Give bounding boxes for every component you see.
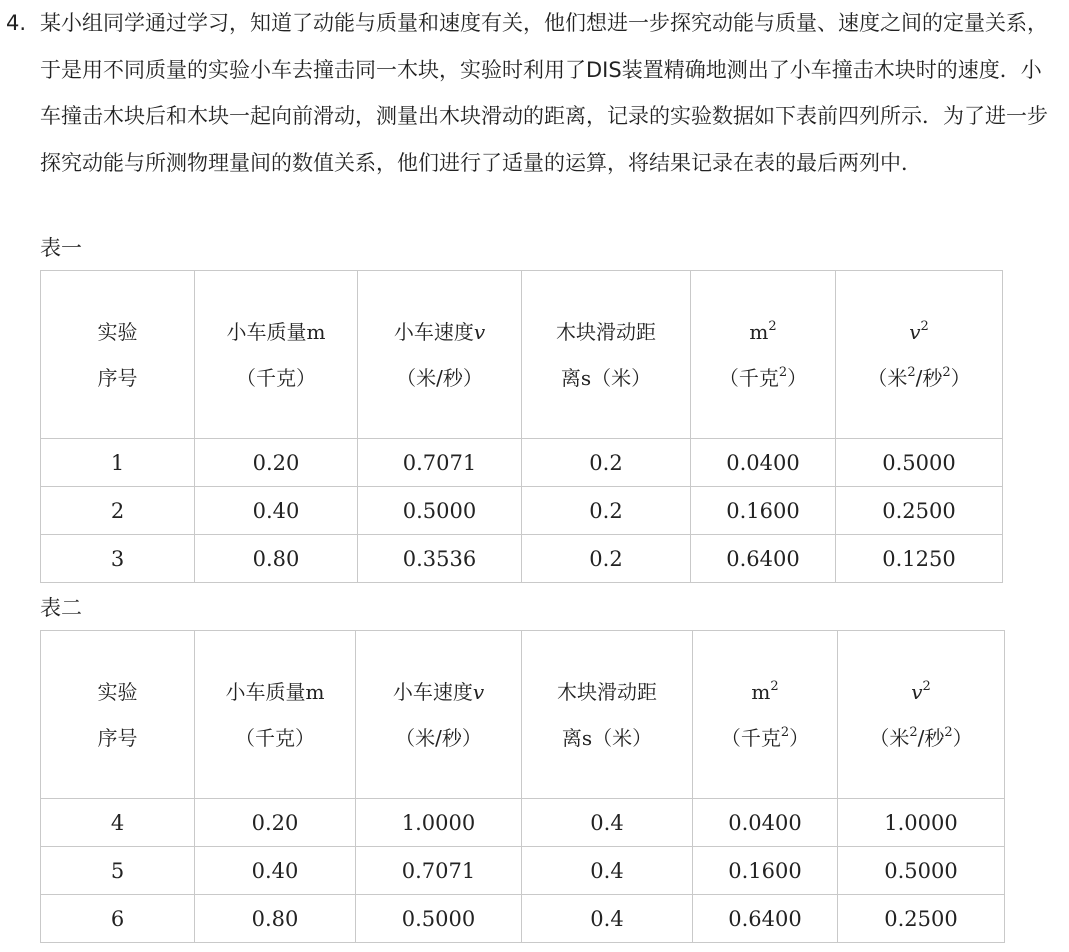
header-trial-number: 实验 序号 [41, 631, 195, 799]
cell-velocity-squared: 1.0000 [838, 799, 1005, 847]
table1-header-row [41, 271, 1003, 439]
header-cart-velocity: 小车速度v （米/秒） [358, 271, 522, 439]
table-row [41, 895, 1005, 943]
cell-mass-squared: 0.1600 [691, 487, 836, 535]
header-slide-distance: 木块滑动距 离s（米） [522, 271, 691, 439]
cell-mass-squared: 0.6400 [691, 535, 836, 583]
question-number: 4. [6, 11, 27, 35]
cell-velocity-squared: 0.2500 [838, 895, 1005, 943]
header-cart-velocity: 小车速度v （米/秒） [356, 631, 522, 799]
cell-mass-squared: 0.1600 [693, 847, 838, 895]
cell-velocity: 0.7071 [356, 847, 522, 895]
table2-caption: 表二 [40, 596, 82, 620]
cell-mass: 0.40 [195, 487, 358, 535]
data-table-2 [40, 630, 1005, 943]
table-row [41, 799, 1005, 847]
cell-distance: 0.4 [522, 895, 693, 943]
cell-distance: 0.2 [522, 487, 691, 535]
question [6, 0, 1056, 186]
table2-header-row [41, 631, 1005, 799]
header-cart-mass: 小车质量m （千克） [195, 271, 358, 439]
cell-distance: 0.4 [522, 847, 693, 895]
question-text: 某小组同学通过学习，知道了动能与质量和速度有关，他们想进一步探究动能与质量、速度之间的定量关系，于是用不同质量的实验小车去撞击同一木块，实验时利用了DIS装置精确地测出了小车撞击木块时的速度．小车撞击木块后和木块一起向前滑动，测量出木块滑动的距离，记录的实验数据如下表前四列所示．为了进一步探究动能与所测物理量间的数值关系，他们进行了适量的运算，将结果记录在表的最后两列中． [40, 11, 1048, 175]
cell-distance: 0.2 [522, 535, 691, 583]
cell-velocity: 0.7071 [358, 439, 522, 487]
cell-velocity-squared: 0.1250 [836, 535, 1003, 583]
header-slide-distance: 木块滑动距 离s（米） [522, 631, 693, 799]
cell-trial: 1 [41, 439, 195, 487]
cell-trial: 2 [41, 487, 195, 535]
cell-velocity-squared: 0.5000 [838, 847, 1005, 895]
cell-trial: 4 [41, 799, 195, 847]
cell-velocity-squared: 0.2500 [836, 487, 1003, 535]
cell-distance: 0.2 [522, 439, 691, 487]
header-velocity-squared: $v^2$ （米$^2$/秒$^2$） [838, 631, 1005, 799]
cell-velocity-squared: 0.5000 [836, 439, 1003, 487]
cell-mass: 0.80 [195, 535, 358, 583]
cell-velocity: 1.0000 [356, 799, 522, 847]
cell-trial: 6 [41, 895, 195, 943]
cell-trial: 3 [41, 535, 195, 583]
cell-trial: 5 [41, 847, 195, 895]
header-mass-squared: $m^2$ （千克$^2$） [693, 631, 838, 799]
cell-mass-squared: 0.6400 [693, 895, 838, 943]
cell-mass-squared: 0.0400 [693, 799, 838, 847]
cell-velocity: 0.5000 [356, 895, 522, 943]
cell-mass: 0.20 [195, 439, 358, 487]
cell-distance: 0.4 [522, 799, 693, 847]
table-row [41, 439, 1003, 487]
cell-mass: 0.20 [195, 799, 356, 847]
table1-caption: 表一 [40, 236, 82, 260]
header-cart-mass: 小车质量m （千克） [195, 631, 356, 799]
header-mass-squared: $m^2$ （千克$^2$） [691, 271, 836, 439]
cell-velocity: 0.3536 [358, 535, 522, 583]
header-trial-number: 实验 序号 [41, 271, 195, 439]
header-velocity-squared: $v^2$ （米$^2$/秒$^2$） [836, 271, 1003, 439]
table-row [41, 535, 1003, 583]
table-row [41, 487, 1003, 535]
data-table-1 [40, 270, 1003, 583]
cell-velocity: 0.5000 [358, 487, 522, 535]
cell-mass: 0.80 [195, 895, 356, 943]
cell-mass-squared: 0.0400 [691, 439, 836, 487]
cell-mass: 0.40 [195, 847, 356, 895]
table-row [41, 847, 1005, 895]
